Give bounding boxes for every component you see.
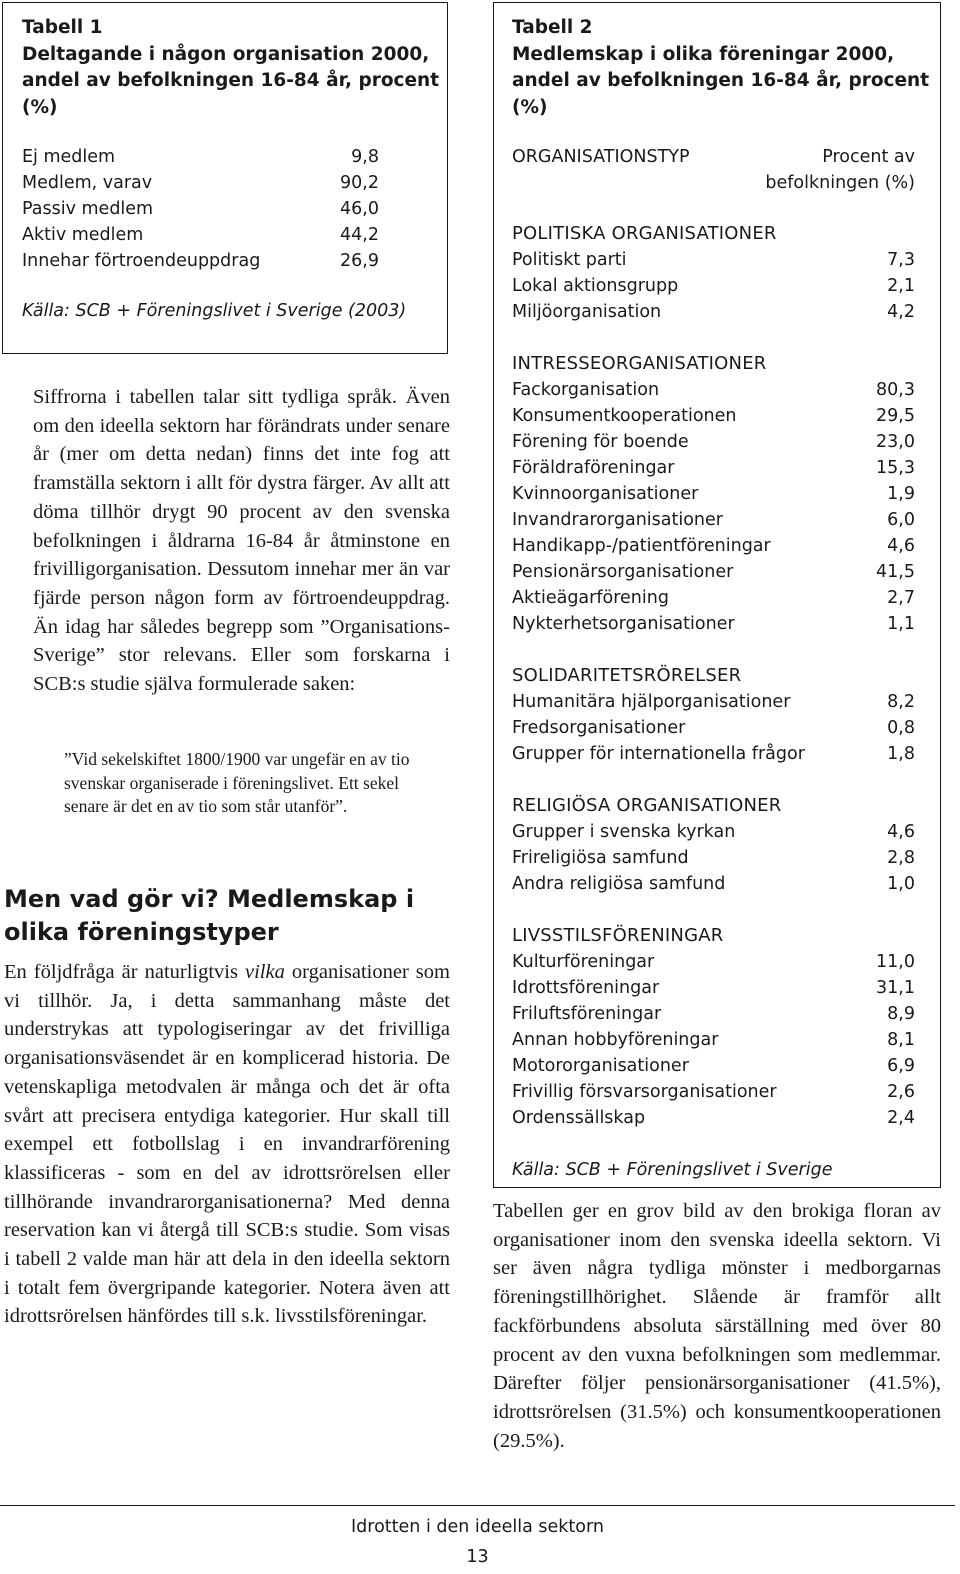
row-label: Fackorganisation (512, 380, 660, 400)
group-title: POLITISKA ORGANISATIONER (512, 223, 777, 244)
row-label: Aktieägarförening (512, 588, 669, 608)
table-row (512, 273, 915, 299)
row-value: 26,9 (340, 251, 379, 271)
table-row (512, 377, 915, 403)
row-value: 1,1 (887, 614, 915, 634)
row-value: 8,2 (887, 692, 915, 712)
row-label: Frivillig försvarsorganisationer (512, 1082, 777, 1102)
body-paragraph-2 (4, 958, 450, 1331)
caption-line: andel av befolkningen 16-84 år, procent (512, 70, 930, 91)
group-title: INTRESSEORGANISATIONER (512, 353, 767, 374)
table-row (512, 845, 915, 871)
caption-line: (%) (22, 96, 58, 118)
table-1-rows (22, 144, 379, 274)
table-row (512, 1027, 915, 1053)
table-row (512, 741, 915, 767)
column-header-line: Procent av (822, 147, 915, 167)
block-quote: ”Vid sekelskiftet 1800/1900 var ungefär en av tio svenskar organiserade i föreningslivet. Ett sekel senare är det en av tio som står utanför”. (64, 749, 410, 816)
table-row (512, 585, 915, 611)
row-label: Föräldraföreningar (512, 458, 675, 478)
table-1 (2, 2, 448, 354)
table-row (512, 689, 915, 715)
table-row (512, 429, 915, 455)
row-value: 1,8 (887, 744, 915, 764)
row-label: Pensionärsorganisationer (512, 562, 734, 582)
row-value: 41,5 (876, 562, 915, 582)
row-value: 29,5 (876, 406, 915, 426)
row-label: Innehar förtroendeuppdrag (22, 251, 261, 271)
row-value: 2,1 (887, 276, 915, 296)
row-label: Nykterhetsorganisationer (512, 614, 735, 634)
row-value: 6,0 (887, 510, 915, 530)
table-row (512, 533, 915, 559)
table-group (512, 663, 915, 767)
table-row (512, 949, 915, 975)
row-value: 80,3 (876, 380, 915, 400)
table-1-caption (22, 15, 439, 121)
para2-rest: organisationer som vi tillhör. Ja, i detta sammanhang måste det understrykas att typologiseringar av det frivilliga organisationsväsendet är en komplicerad historia. De vetenskapliga metodvalen är många och det är ofta svårt att precisera entydiga kategorier. Hur skall till exempel ett fotbollslag i en invandrarförening klassificeras - som en del av idrottsrörelsen eller tillhörande invandrarorganisationerna? Med denna reservation kan vi återgå till SCB:s studie. Som visas i tabell 2 valde man här att dela in den ideella sektorn i totalt fem övergripande kategorier. Notera även att idrottsrörelsen hänfördes till s.k. livsstilsföreningar. (4, 961, 450, 1328)
row-value: 44,2 (340, 225, 379, 245)
caption-line: Deltagande i någon organisation 2000, (22, 43, 430, 65)
column-header-type: ORGANISATIONSTYP (512, 147, 690, 167)
caption-line: andel av befolkningen 16-84 år, procent (22, 70, 440, 91)
row-value: 9,8 (351, 147, 379, 167)
table-1-source: Källa: SCB + Föreningslivet i Sverige (2003) (22, 301, 407, 321)
table-row (512, 819, 915, 845)
row-value: 11,0 (876, 952, 915, 972)
row-value: 23,0 (876, 432, 915, 452)
row-label: Konsumentkooperationen (512, 406, 737, 426)
table-row (22, 196, 379, 222)
table-row (22, 170, 379, 196)
row-value: 7,3 (887, 250, 915, 270)
table-2-body (512, 221, 915, 1157)
table-row (512, 247, 915, 273)
table-2-caption (512, 15, 929, 121)
row-value: 90,2 (340, 173, 379, 193)
footer-rule (0, 1505, 955, 1506)
table-row (22, 248, 379, 274)
caption-line: (%) (512, 96, 548, 118)
para2-start: En följdfråga är naturligtvis (4, 961, 246, 983)
table-group (512, 221, 915, 325)
column-header-percent (765, 144, 915, 196)
table-row (512, 455, 915, 481)
para2-emphasis: vilka (245, 961, 285, 983)
page-number: 13 (466, 1547, 489, 1567)
row-label: Invandrarorganisationer (512, 510, 723, 530)
table-group (512, 923, 915, 1131)
table-row (22, 222, 379, 248)
table-row (512, 1053, 915, 1079)
table-row (512, 1079, 915, 1105)
row-label: Fredsorganisationer (512, 718, 686, 738)
row-value: 46,0 (340, 199, 379, 219)
row-value: 31,1 (876, 978, 915, 998)
row-label: Friluftsföreningar (512, 1004, 662, 1024)
row-label: Frireligiösa samfund (512, 848, 689, 868)
row-value: 0,8 (887, 718, 915, 738)
caption-line: Tabell 2 (512, 17, 593, 38)
row-value: 2,8 (887, 848, 915, 868)
column-header-line: befolkningen (%) (765, 173, 915, 193)
group-title: RELIGIÖSA ORGANISATIONER (512, 795, 782, 816)
row-label: Handikapp-/patientföreningar (512, 536, 771, 556)
row-value: 6,9 (887, 1056, 915, 1076)
row-value: 1,9 (887, 484, 915, 504)
table-row (512, 559, 915, 585)
row-label: Miljöorganisation (512, 302, 662, 322)
table-2 (493, 2, 941, 1188)
row-label: Kvinnoorganisationer (512, 484, 699, 504)
table-2-source: Källa: SCB + Föreningslivet i Sverige (512, 1160, 833, 1180)
row-label: Idrottsföreningar (512, 978, 660, 998)
row-value: 2,6 (887, 1082, 915, 1102)
table-row (512, 1105, 915, 1131)
table-group (512, 351, 915, 637)
table-row (512, 481, 915, 507)
row-label: Grupper i svenska kyrkan (512, 822, 736, 842)
row-value: 8,1 (887, 1030, 915, 1050)
caption-line: Tabell 1 (22, 17, 103, 38)
running-footer-title: Idrotten i den ideella sektorn (351, 1517, 604, 1537)
table-row (512, 975, 915, 1001)
table-row (512, 611, 915, 637)
body-paragraph-3: Tabellen ger en grov bild av den brokiga floran av organisationer inom den svenska ideella sektorn. Vi ser även några tydliga mönster i medborgarnas föreningstillhörighet. Slående är framför allt fackförbundens absoluta särställning med över 80 procent av den vuxna befolkningen som medlemmar. Därefter följer pensionärsorganisationer (41.5%), idrottsrörelsen (31.5%) och konsumentkooperationen (29.5%). (493, 1200, 941, 1452)
row-label: Grupper för internationella frågor (512, 744, 805, 764)
row-value: 2,7 (887, 588, 915, 608)
row-label: Motororganisationer (512, 1056, 689, 1076)
row-label: Ej medlem (22, 147, 116, 167)
table-row (512, 299, 915, 325)
row-label: Förening för boende (512, 432, 689, 452)
row-value: 15,3 (876, 458, 915, 478)
group-title: LIVSSTILSFÖRENINGAR (512, 925, 724, 946)
row-label: Andra religiösa samfund (512, 874, 726, 894)
body-paragraph-1: Siffrorna i tabellen talar sitt tydliga språk. Även om den ideella sektorn har förändrats under senare år (mer om detta nedan) finns det inte fog att framställa sektorn i allt för dystra färger. Av allt att döma tillhör drygt 90 procent av den svenska befolkningen i åldrarna 16-84 år åtminstone en frivilligorganisation. Dessutom innehar mer än var fjärde person någon form av förtroendeuppdrag. Än idag har således begrepp som ”Organisations-Sverige” stor relevans. Eller som forskarna i SCB:s studie själva formulerade saken: (33, 386, 450, 696)
group-title: SOLIDARITETSRÖRELSER (512, 665, 742, 686)
table-2-header (512, 144, 915, 193)
row-value: 8,9 (887, 1004, 915, 1024)
table-row (512, 507, 915, 533)
row-label: Politiskt parti (512, 250, 627, 270)
row-label: Humanitära hjälporganisationer (512, 692, 791, 712)
table-row (512, 1001, 915, 1027)
table-group (512, 793, 915, 897)
row-label: Passiv medlem (22, 199, 154, 219)
row-label: Aktiv medlem (22, 225, 144, 245)
row-value: 4,6 (887, 536, 915, 556)
table-row (22, 144, 379, 170)
row-label: Annan hobbyföreningar (512, 1030, 719, 1050)
row-value: 1,0 (887, 874, 915, 894)
row-value: 4,2 (887, 302, 915, 322)
table-row (512, 871, 915, 897)
row-label: Kulturföreningar (512, 952, 655, 972)
row-value: 2,4 (887, 1108, 915, 1128)
row-label: Lokal aktionsgrupp (512, 276, 679, 296)
section-heading: Men vad gör vi? Medlemskap i olika föreningstyper (4, 885, 415, 946)
table-row (512, 403, 915, 429)
caption-line: Medlemskap i olika föreningar 2000, (512, 43, 895, 65)
row-label: Ordenssällskap (512, 1108, 646, 1128)
row-value: 4,6 (887, 822, 915, 842)
table-row (512, 715, 915, 741)
row-label: Medlem, varav (22, 173, 153, 193)
